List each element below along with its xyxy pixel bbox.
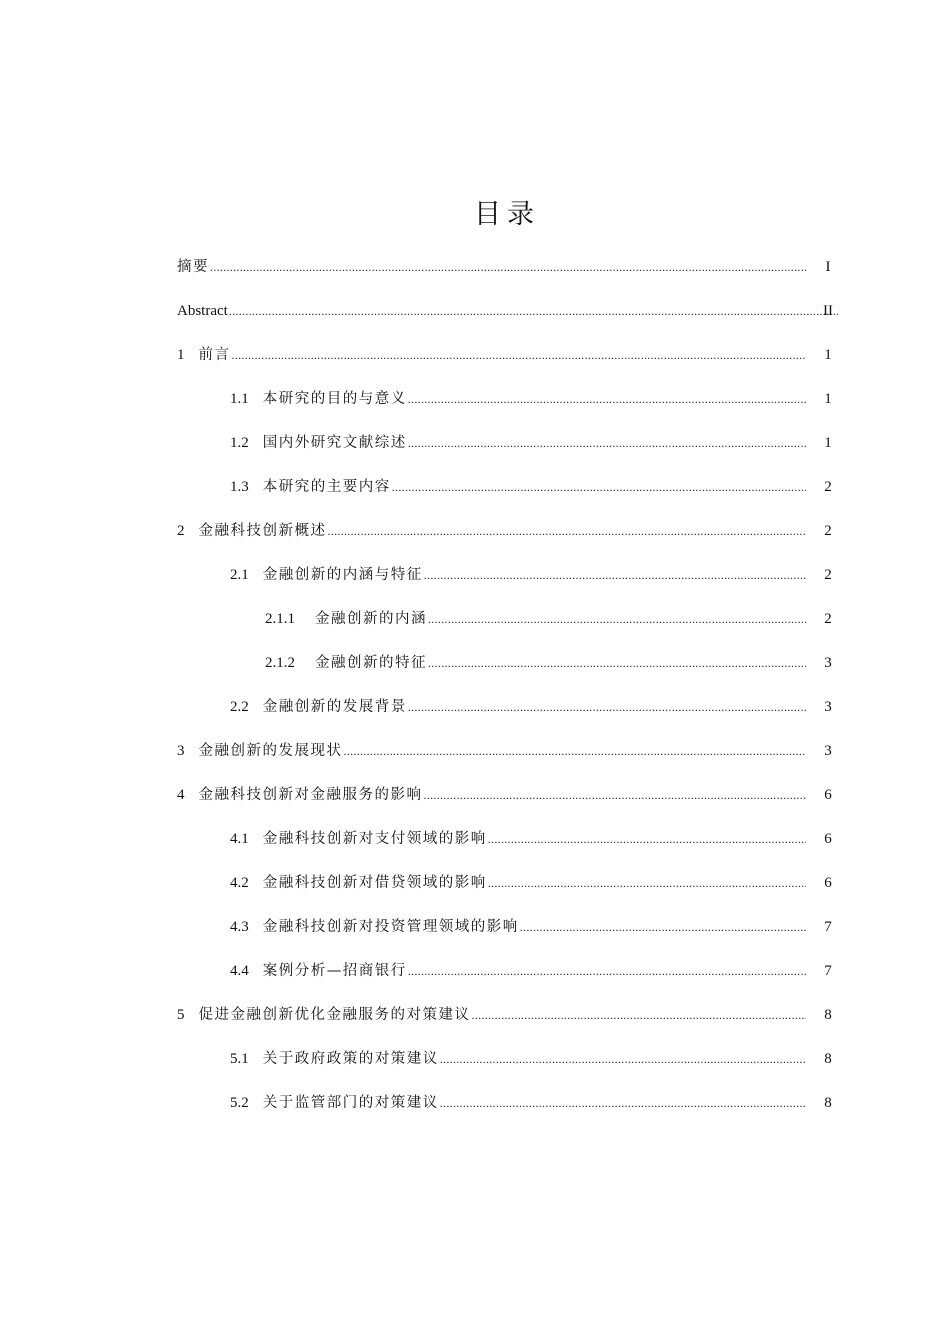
toc-page-number: 2: [824, 479, 832, 495]
toc-entry-number: 4.2: [230, 875, 249, 891]
dot-leader: [408, 377, 806, 421]
toc-entry-text: 金融科技创新对投资管理领域的影响: [262, 919, 519, 935]
toc-entry[interactable]: [0, 641, 950, 685]
toc-entry-number: 1: [177, 347, 185, 363]
toc-entry-text: 国内外研究文献综述: [262, 435, 407, 451]
toc-entry-text: 案例分析—招商银行: [262, 963, 407, 979]
toc-entry-text: 本研究的主要内容: [262, 479, 391, 495]
toc-entry-text: 金融创新的特征: [315, 655, 427, 671]
toc-entry-number: 2.2: [230, 699, 249, 715]
dot-leader: [344, 729, 807, 773]
toc-page-number: 1: [824, 435, 832, 451]
toc-entry-number: 5: [177, 1007, 185, 1023]
toc-entry-text: 前言: [198, 347, 231, 363]
toc-entry[interactable]: [0, 685, 950, 729]
toc-entry-number: 4.1: [230, 831, 249, 847]
dot-leader: [424, 553, 806, 597]
dot-leader: [520, 905, 806, 949]
dot-leader: [210, 245, 806, 289]
toc-page-number: 6: [824, 787, 832, 803]
toc-entry-number: 5.2: [230, 1095, 249, 1111]
toc-entry-text: 摘要: [177, 259, 209, 275]
toc-page-number: 3: [824, 699, 832, 715]
dot-leader: [424, 773, 807, 817]
dot-leader: [440, 1081, 806, 1125]
dot-leader: [472, 993, 807, 1037]
toc-page-number: 2: [824, 567, 832, 583]
toc-entry-number: 2.1.2: [265, 655, 295, 671]
toc-entry-text: 金融科技创新对借贷领域的影响: [262, 875, 487, 891]
toc-entry[interactable]: [0, 861, 950, 905]
toc-entry[interactable]: [0, 905, 950, 949]
toc-page-number: 7: [824, 919, 832, 935]
toc-page-number: 6: [824, 875, 832, 891]
toc-entry-number: 1.3: [230, 479, 249, 495]
toc-entry-text: 关于政府政策的对策建议: [262, 1051, 439, 1067]
toc-entry[interactable]: [0, 1037, 950, 1081]
toc-page-number: 8: [824, 1051, 832, 1067]
toc-entry-text: Abstract: [177, 303, 228, 319]
toc-entry-text: 关于监管部门的对策建议: [262, 1095, 439, 1111]
toc-entry[interactable]: [0, 465, 950, 509]
toc-entry[interactable]: [0, 333, 950, 377]
toc-entry-number: 2.1: [230, 567, 249, 583]
toc-entry[interactable]: [0, 597, 950, 641]
toc-list: [0, 245, 950, 1125]
toc-page-number: I: [825, 259, 831, 275]
toc-entry[interactable]: [0, 993, 950, 1037]
toc-page-number: 3: [824, 655, 832, 671]
toc-entry[interactable]: [0, 421, 950, 465]
toc-page-number: 1: [824, 347, 832, 363]
toc-entry[interactable]: [0, 817, 950, 861]
toc-entry-text: 本研究的目的与意义: [262, 391, 407, 407]
dot-leader: [488, 861, 806, 905]
toc-entry[interactable]: [0, 1081, 950, 1125]
dot-leader: [408, 685, 806, 729]
toc-entry[interactable]: [0, 553, 950, 597]
dot-leader: [328, 509, 807, 553]
toc-entry[interactable]: [0, 377, 950, 421]
toc-page-number: II: [823, 303, 833, 319]
toc-entry[interactable]: [0, 289, 950, 333]
dot-leader: [440, 1037, 806, 1081]
toc-entry[interactable]: [0, 729, 950, 773]
toc-page-number: 6: [824, 831, 832, 847]
toc-entry-number: 5.1: [230, 1051, 249, 1067]
toc-page-number: 2: [824, 611, 832, 627]
dot-leader: [408, 949, 806, 993]
toc-page-number: 8: [824, 1095, 832, 1111]
toc-entry-number: 2: [177, 523, 185, 539]
toc-entry-text: 金融创新的内涵: [315, 611, 427, 627]
toc-entry[interactable]: [0, 245, 950, 289]
toc-entry-text: 金融创新的发展背景: [262, 699, 407, 715]
toc-entry-text: 促进金融创新优化金融服务的对策建议: [198, 1007, 471, 1023]
dot-leader: [408, 421, 806, 465]
toc-entry-text: 金融科技创新对支付领域的影响: [262, 831, 487, 847]
toc-entry-number: 1.2: [230, 435, 249, 451]
toc-entry-text: 金融创新的内涵与特征: [262, 567, 423, 583]
toc-entry-number: 3: [177, 743, 185, 759]
toc-entry-number: 4: [177, 787, 185, 803]
toc-entry-text: 金融科技创新概述: [198, 523, 327, 539]
toc-entry-text: 金融科技创新对金融服务的影响: [198, 787, 423, 803]
toc-page-number: 3: [824, 743, 832, 759]
toc-entry[interactable]: [0, 509, 950, 553]
dot-leader: [428, 641, 806, 685]
toc-entry[interactable]: [0, 949, 950, 993]
toc-page-number: 1: [824, 391, 832, 407]
dot-leader: [488, 817, 806, 861]
dot-leader: [232, 333, 807, 377]
toc-page-number: 8: [824, 1007, 832, 1023]
dot-leader: [229, 289, 838, 333]
dot-leader: [428, 597, 806, 641]
toc-page-number: 2: [824, 523, 832, 539]
toc-entry-number: 4.4: [230, 963, 249, 979]
toc-title: 目录: [474, 199, 540, 230]
toc-entry-text: 金融创新的发展现状: [198, 743, 343, 759]
toc-entry[interactable]: [0, 773, 950, 817]
toc-entry-number: 4.3: [230, 919, 249, 935]
toc-entry-number: 2.1.1: [265, 611, 295, 627]
toc-page-number: 7: [824, 963, 832, 979]
dot-leader: [392, 465, 806, 509]
toc-entry-number: 1.1: [230, 391, 249, 407]
